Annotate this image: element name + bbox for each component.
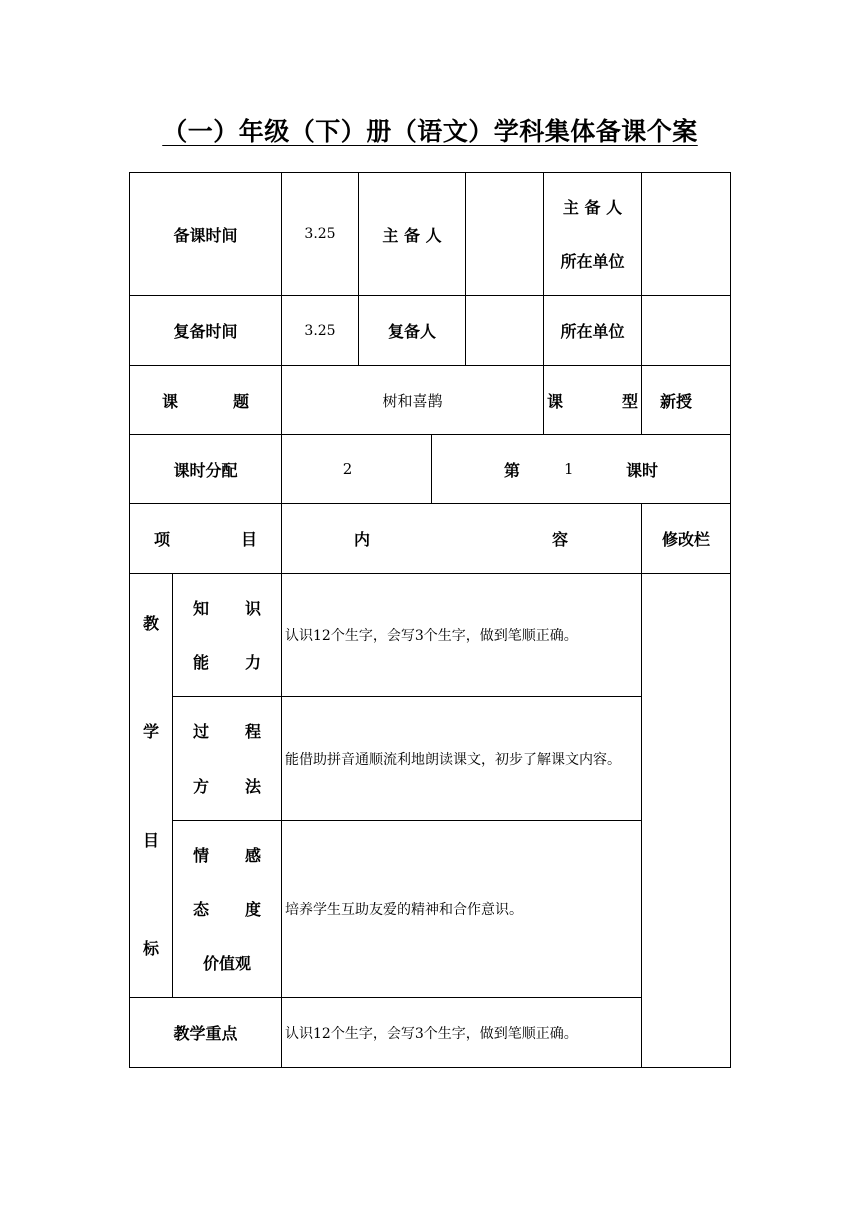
item-header [130, 504, 281, 573]
period-part-a: 第 [504, 460, 521, 480]
emotion-l2a: 态 [193, 899, 210, 919]
main-unit-label [544, 173, 641, 295]
main-unit-label-line2: 所在单位 [560, 251, 625, 271]
content-header [282, 504, 641, 573]
re-preparer-label: 复备人 [387, 322, 436, 341]
main-unit-value [642, 173, 730, 295]
review-time-value: 3.25 [304, 322, 336, 339]
main-preparer-label: 主 备 人 [382, 225, 442, 245]
focus-text: 认识12个生字，会写3个生字，做到笔顺正确。 [285, 1025, 578, 1042]
period-part-b: 课时 [626, 460, 659, 480]
knowledge-l1a: 知 [193, 598, 210, 618]
goals-side-3: 目 [142, 830, 159, 850]
content-header-b: 容 [552, 530, 569, 549]
prep-time-label: 备课时间 [173, 225, 238, 245]
topic-label [130, 366, 281, 434]
period-count: 2 [342, 460, 353, 478]
emotion-label-line3: 价值观 [202, 953, 251, 973]
period-label: 课时分配 [173, 460, 238, 480]
topic-label-a: 课 [162, 391, 179, 411]
emotion-l1a: 情 [193, 845, 210, 865]
type-label-b: 型 [621, 391, 638, 411]
focus-label: 教学重点 [173, 1024, 238, 1043]
knowledge-text: 认识12个生字，会写3个生字，做到笔顺正确。 [285, 628, 578, 644]
type-value: 新授 [660, 391, 693, 411]
page-title: （一）年级（下）册（语文）学科集体备课个案 [162, 117, 698, 146]
process-l2a: 方 [193, 776, 210, 796]
re-unit-value [642, 296, 730, 365]
type-label-a: 课 [547, 391, 564, 411]
goals-side-2: 学 [142, 721, 159, 741]
process-label-line2 [173, 772, 281, 798]
knowledge-label-line2 [173, 648, 281, 674]
emotion-text: 培养学生互助友爱的精神和合作意识。 [285, 902, 523, 918]
content-header-a: 内 [354, 530, 371, 549]
item-header-b: 目 [240, 530, 257, 549]
process-text: 能借助拼音通顺流利地朗读课文，初步了解课文内容。 [285, 751, 621, 768]
topic-value: 树和喜鹊 [382, 391, 443, 410]
topic-label-b: 题 [232, 391, 249, 411]
emotion-l2b: 度 [244, 899, 261, 919]
emotion-l1b: 感 [244, 845, 261, 865]
period-position [432, 435, 730, 503]
process-label-line1 [173, 717, 281, 743]
emotion-label-line1 [173, 841, 281, 867]
revise-header: 修改栏 [661, 530, 710, 549]
item-header-a: 项 [154, 530, 171, 549]
goals-side-4: 标 [142, 938, 159, 958]
main-unit-label-line1: 主 备 人 [562, 197, 623, 217]
prep-time-value: 3.25 [304, 226, 336, 242]
process-l1b: 程 [244, 721, 261, 741]
re-unit-label: 所在单位 [560, 322, 625, 341]
emotion-label-line2 [173, 895, 281, 921]
process-l2b: 法 [244, 776, 261, 796]
re-preparer-value [466, 296, 543, 365]
process-l1a: 过 [193, 721, 210, 741]
type-label [544, 366, 641, 434]
knowledge-l2a: 能 [193, 652, 210, 672]
review-time-label: 复备时间 [173, 322, 238, 341]
knowledge-label-line1 [173, 594, 281, 620]
knowledge-l1b: 识 [244, 598, 261, 618]
period-part-num: 1 [564, 460, 574, 478]
knowledge-l2b: 力 [244, 652, 261, 672]
goals-side-1: 教 [142, 613, 159, 633]
main-preparer-value [466, 173, 543, 295]
